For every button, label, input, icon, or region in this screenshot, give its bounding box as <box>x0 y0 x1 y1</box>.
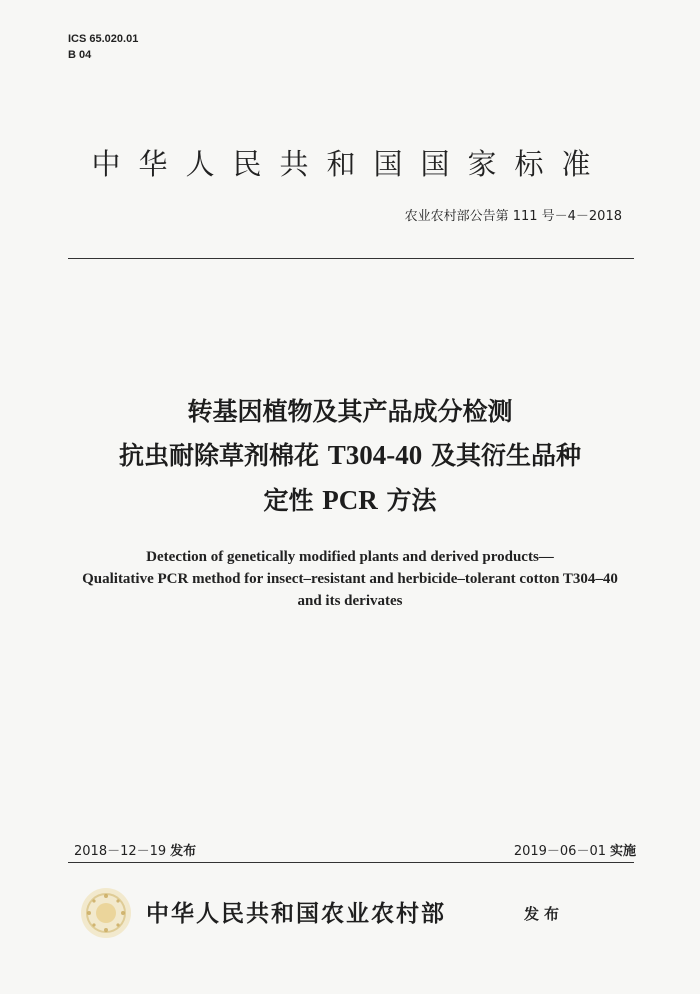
issue-date: 2018－12－19 发布 <box>74 844 197 859</box>
emblem-seal-icon <box>78 885 134 941</box>
ics-code: ICS 65.020.01 <box>68 33 139 45</box>
title-en-line-2: Qualitative PCR method for insect–resistant and herbicide–tolerant cotton T304–40 <box>82 571 618 587</box>
title-zh-line-2: 抗虫耐除草剂棉花 T304-40 及其衍生品种 <box>119 440 581 470</box>
publish-label: 发布 <box>524 905 565 923</box>
title-en-line-1: Detection of genetically modified plants and derived products— <box>146 549 554 565</box>
title-en-line-3: and its derivates <box>297 593 403 609</box>
implementation-date: 2019－06－01 实施 <box>513 844 636 859</box>
bottom-divider <box>68 862 634 863</box>
title-zh-line-1: 转基因植物及其产品成分检测 <box>187 397 513 426</box>
standard-type-title: 中华人民共和国国家标准 <box>91 147 609 181</box>
classification-codes <box>68 31 138 63</box>
title-zh-line-3: 定性 PCR 方法 <box>263 485 437 515</box>
top-divider <box>68 258 634 259</box>
publisher-name: 中华人民共和国农业农村部 <box>146 900 446 927</box>
ccs-code: B 04 <box>68 49 92 61</box>
document-number: 农业农村部公告第 111 号－4－2018 <box>404 209 622 224</box>
